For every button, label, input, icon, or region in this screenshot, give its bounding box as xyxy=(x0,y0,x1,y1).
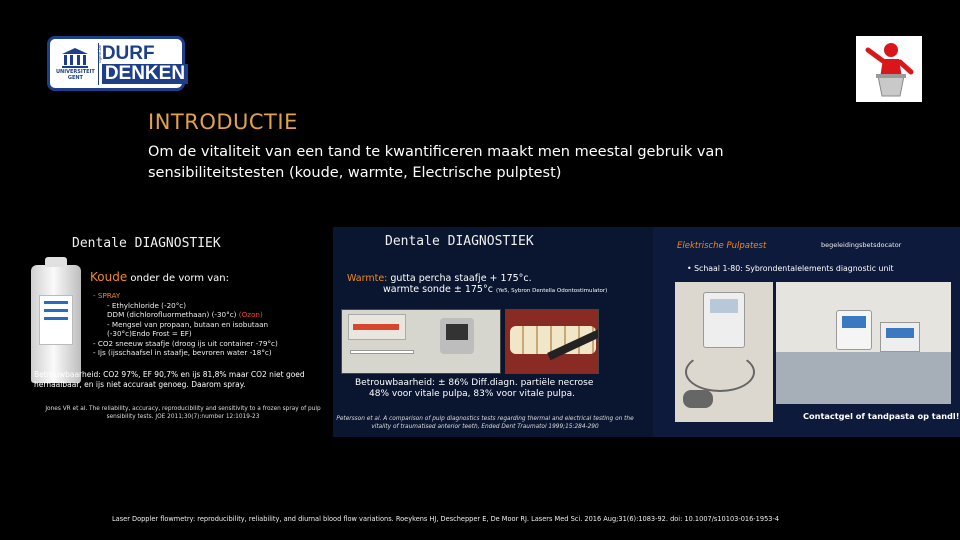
tagline-durf: DURF xyxy=(101,42,155,64)
speaker-at-podium-icon xyxy=(856,36,922,102)
slide-title: INTRODUCTIE xyxy=(148,110,298,134)
intro-text: Om de vitaliteit van een tand te kwantificeren maakt men meestal gebruik van sensibiliteitstesten (koude, warmte, Electrische pulptest) xyxy=(148,144,724,181)
reference-text: Jones VR et al. The reliability, accuracy, reproducibility and sensitivity to a frozen spray of pulp sensibility tests. JOE 2011;30(7):number 12:1019-23 xyxy=(45,406,321,420)
teeth-probe-photo xyxy=(505,309,599,374)
scale-bullet: • Schaal 1-80: Sybrondentalelements diagnostic unit xyxy=(687,264,894,273)
pulptest-title: Elektrische Pulpatest xyxy=(677,241,767,251)
slide-heading: Dentale DIAGNOSTIEK xyxy=(72,236,221,251)
ugent-logo xyxy=(47,36,185,91)
betrouwbaarheid-text: Betrouwbaarheid: CO2 97%, EF 90,7% en ijs 81,8% maar CO2 niet goed herhaalbaar, en ijs niet accuraat genoeg. Daarom spray. xyxy=(34,370,305,389)
reference-text: Petersson et al. A comparison of pulp diagnostics tests regarding thermal and electrical testing on the vitality of traumatised anterior teeth, Ended Dent Traumatol 1999;15:284-290 xyxy=(336,416,634,430)
university-name: UNIVERSITEIT GENT xyxy=(56,68,95,81)
warmte-text: Warmte: gutta percha staafje + 175°c. warmte sonde ± 175°c (Ye5, Sybron Dentella Odontostimulator) xyxy=(347,273,608,295)
pulp-tester-photo xyxy=(675,282,773,422)
koude-line: Koude onder de vorm van: xyxy=(90,270,229,284)
slide-heading: Dentale DIAGNOSTIEK xyxy=(385,234,534,249)
contactgel-caption: Contactgel of tandpasta op tandl! xyxy=(803,411,960,421)
slide-thumbnail-koude xyxy=(28,227,333,437)
slide-thumbnail-pulptest xyxy=(653,227,960,437)
footer-reference: Laser Doppler flowmetry: reproducibility, reliability, and diurnal blood flow variations. Roeykens HJ, Deschepper E, De Moor RJ. Lasers Med Sci. 2016 Aug;31(6):1083-92. doi: 10.1007/s10103-016-1953-4 xyxy=(112,515,780,523)
university-crest xyxy=(56,44,95,84)
tagline-denken: DENKEN xyxy=(102,64,188,84)
slide-thumbnail-warmte xyxy=(333,227,653,437)
vertical-divider: ugent.be xyxy=(98,43,99,85)
spray-can-image xyxy=(31,265,81,383)
betrouwbaarheid-text: Betrouwbaarheid: ± 86% Diff.diagn. partiële necrose 48% voor vitale pulpa, 83% voor vitale pulpa. xyxy=(355,378,594,399)
right-header: begeleidingsbetsdocator xyxy=(821,241,902,249)
gutta-percha-photo xyxy=(341,309,501,374)
tagline xyxy=(102,44,188,84)
spray-list: - SPRAY - Ethylchloride (-20°c) DDM (dichlorofluormethaan) (-30°c) (Ozon) - Mengsel van propaan, butaan en isobutaan (-30°c)Endo Frost = EF) - CO2 sneeuw staafje (droog ijs uit container -79°c) - Ijs (ijsschaafsel in staafje, bevroren water -18°c) xyxy=(93,291,278,357)
building-icon xyxy=(61,47,89,69)
diagnostic-unit-photo xyxy=(776,282,951,404)
